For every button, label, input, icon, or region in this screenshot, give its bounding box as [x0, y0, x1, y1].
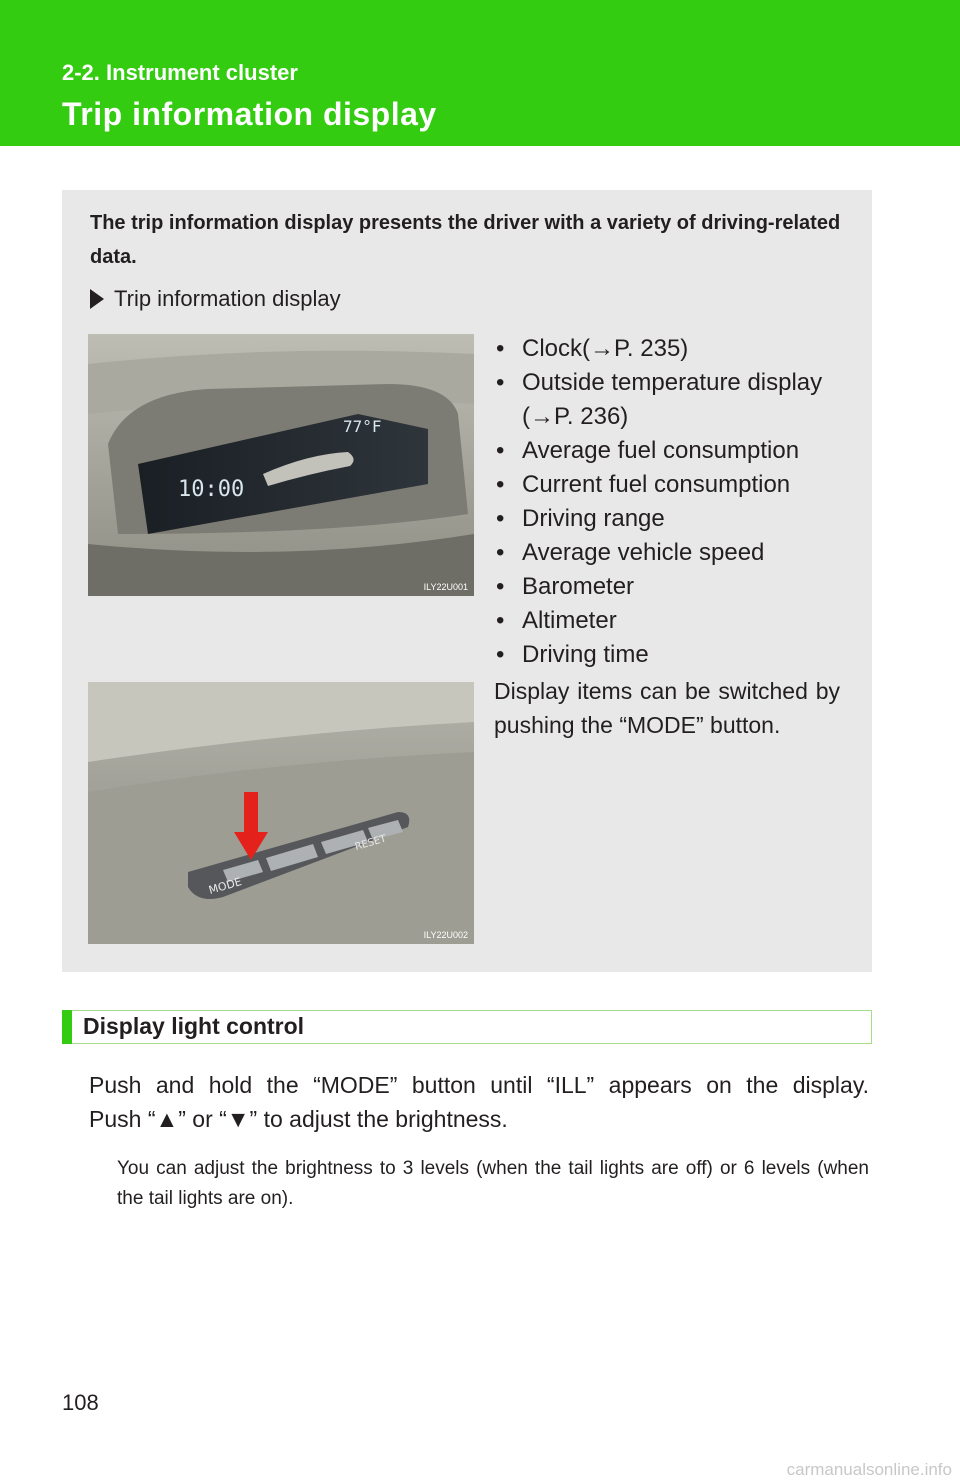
list-item: • Average fuel consumption — [494, 434, 854, 468]
arrow-icon — [244, 792, 258, 836]
watermark: carmanualsonline.info — [786, 1460, 952, 1479]
body-line-2: Push “▲” or “▼” to adjust the brightness. — [89, 1106, 508, 1132]
section-label: 2-2. Instrument cluster — [62, 60, 298, 85]
list-item: • Driving time — [494, 638, 854, 672]
reset-label: RESET — [353, 833, 388, 853]
brightness-note: You can adjust the brightness to 3 levels (when the tail lights are off) or 6 levels (when the tail lights are on). — [117, 1158, 869, 1209]
subsection-title: Display light control — [83, 1013, 305, 1039]
list-item: • Clock(→P. 235) — [494, 332, 854, 366]
subsection-heading — [62, 1010, 872, 1044]
body-text — [89, 1068, 869, 1136]
clock-readout: 10:00 — [178, 477, 245, 502]
page-title: Trip information display — [62, 96, 437, 132]
mode-label: MODE — [207, 875, 244, 897]
list-item: • Outside temperature display (→P. 236) — [494, 366, 854, 434]
body-line-1: Push and hold the “MODE” button until “ILL” appears on the display. — [89, 1072, 869, 1098]
list-item: • Barometer — [494, 570, 854, 604]
sub-heading — [90, 286, 341, 312]
photo-code: ILY22U001 — [423, 582, 468, 592]
list-item: • Driving range — [494, 502, 854, 536]
triangle-bullet-icon — [90, 289, 104, 309]
info-panel — [62, 190, 872, 972]
sub-heading-label: Trip information display — [114, 286, 341, 311]
list-item: • Average vehicle speed — [494, 536, 854, 570]
feature-list — [494, 332, 854, 672]
intro-text: The trip information display presents the driver with a variety of driving-related data. — [90, 212, 841, 268]
photo-code: ILY22U002 — [423, 930, 468, 940]
mode-note: Display items can be switched by pushing the “MODE” button. — [494, 678, 840, 738]
mode-button-photo — [88, 682, 474, 944]
list-item: • Current fuel consumption — [494, 468, 854, 502]
list-item: • Altimeter — [494, 604, 854, 638]
trip-display-photo — [88, 334, 474, 596]
page-header — [0, 0, 960, 146]
page-number: 108 — [62, 1390, 99, 1415]
temp-readout: 77°F — [343, 417, 382, 436]
subsection-accent-bar — [62, 1010, 72, 1044]
